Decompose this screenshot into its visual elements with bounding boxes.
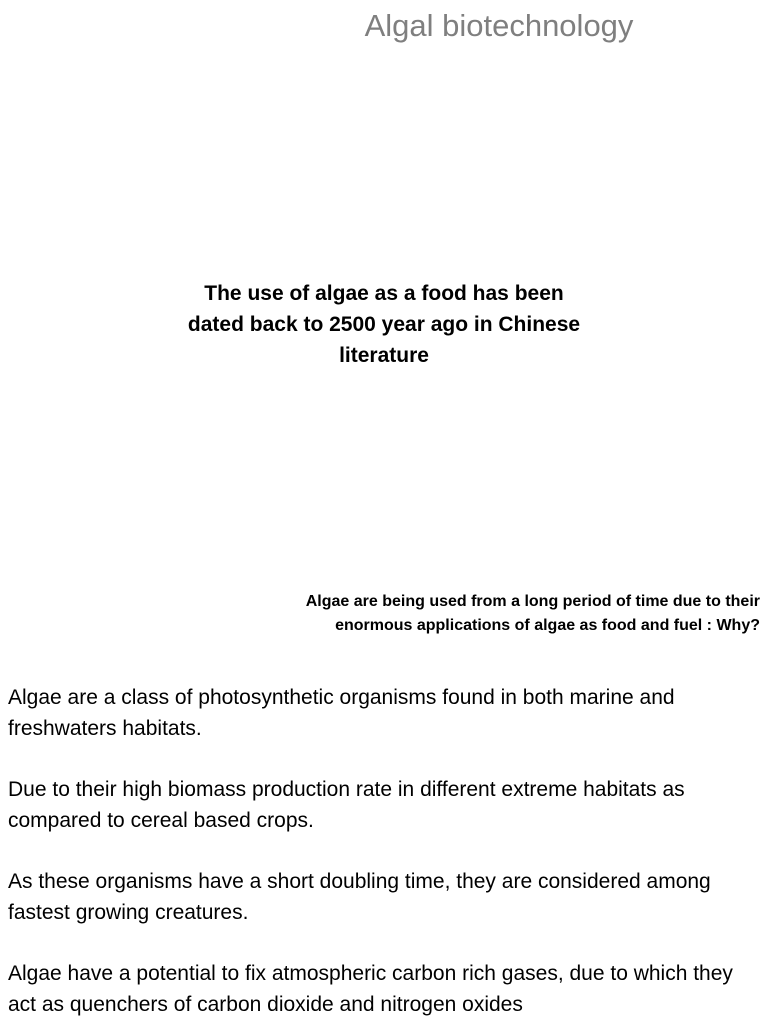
callout-text: The use of algae as a food has been dated back to 2500 year ago in Chinese literature	[187, 282, 581, 367]
bullet-list	[8, 682, 760, 1024]
list-item: Algae are a class of photosynthetic organisms found in both marine and freshwaters habitats.	[8, 686, 675, 740]
slide-title: Algal biotechnology	[364, 8, 634, 43]
question-text	[200, 590, 760, 638]
list-item: Due to their high biomass production rate in different extreme habitats as compared to cereal based crops.	[8, 778, 685, 832]
question-line-1: Algae are being used from a long period of time due to their	[305, 593, 760, 610]
question-line-2: enormous applications of algae as food and fuel : Why?	[335, 617, 760, 634]
list-item: Algae have a potential to fix atmospheric carbon rich gases, due to which they act as quenchers of carbon dioxide and nitrogen oxides	[8, 962, 733, 1016]
list-item: As these organisms have a short doubling time, they are considered among fastest growing creatures.	[8, 870, 711, 924]
